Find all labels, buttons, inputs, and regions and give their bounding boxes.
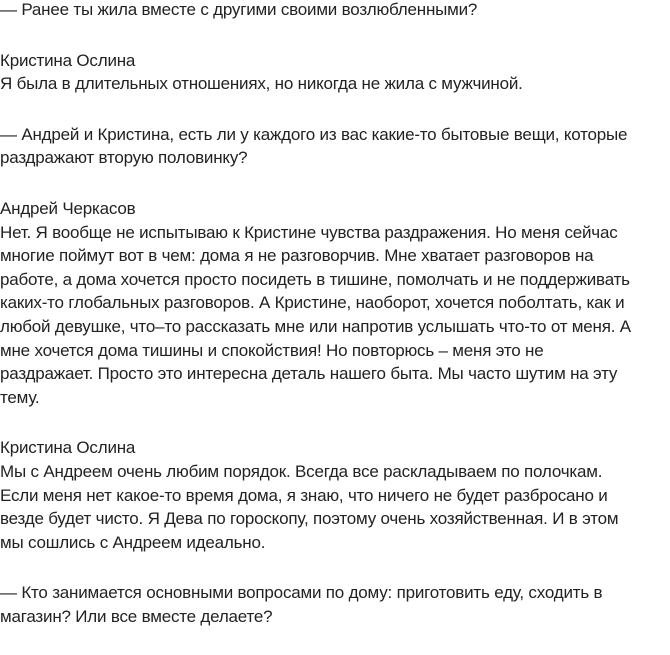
speaker-name: Кристина Ослина xyxy=(0,438,136,458)
question-text-line: раздражают вторую половинку? xyxy=(0,148,248,168)
interview-question xyxy=(0,123,670,170)
answer-text-line: Если меня нет какое-то время дома, я знаю, что ничего не будет разбросано и xyxy=(0,485,608,505)
answer-text-line: везде будет чисто. Я Дева по гороскопу, поэтому очень хозяйственная. И в этом xyxy=(0,509,619,529)
answer-text-line: каких-то глобальных разговоров. А Кристине, наоборот, хочется поболтать, как и xyxy=(0,293,625,313)
question-text-line: магазин? Или все вместе делаете? xyxy=(0,606,273,626)
answer-text-line: Мы с Андреем очень любим порядок. Всегда все раскладываем по полочкам. xyxy=(0,461,603,481)
question-text-line: — Ранее ты жила вместе с другими своими возлюбленными? xyxy=(0,0,478,19)
answer-text-line: тему. xyxy=(0,387,40,407)
speaker-name: Кристина Ослина xyxy=(0,50,136,70)
answer-text-line: многие поймут вот в чем: дома я не разговорчив. Мне хватает разговоров на xyxy=(0,246,594,266)
answer-text-line: любой девушке, что–то рассказать мне или напротив услышать что-то от меня. А xyxy=(0,316,631,336)
interview-answer xyxy=(0,197,670,409)
answer-text-line: Нет. Я вообще не испытываю к Кристине чувства раздражения. Но меня сейчас xyxy=(0,222,618,242)
answer-text-line: мы сошлись с Андреем идеально. xyxy=(0,532,266,552)
answer-text-line: работе, а дома хочется просто посидеть в тишине, помолчать и не поддерживать xyxy=(0,269,630,289)
question-text-line: — Андрей и Кристина, есть ли у каждого из вас какие-то бытовые вещи, которые xyxy=(0,124,628,144)
interview-answer xyxy=(0,49,670,96)
interview-question xyxy=(0,581,670,628)
answer-text-line: Я была в длительных отношениях, но никогда не жила с мужчиной. xyxy=(0,74,523,94)
interview-question xyxy=(0,0,670,22)
interview-answer xyxy=(0,436,670,554)
question-text-line: — Кто занимается основными вопросами по дому: приготовить еду, сходить в xyxy=(0,583,603,603)
speaker-name: Андрей Черкасов xyxy=(0,198,136,218)
answer-text-line: мне хочется дома тишины и спокойствия! Но повторюсь – меня это не xyxy=(0,340,544,360)
answer-text-line: раздражает. Просто это интересна деталь нашего быта. Мы часто шутим на эту xyxy=(0,364,618,384)
